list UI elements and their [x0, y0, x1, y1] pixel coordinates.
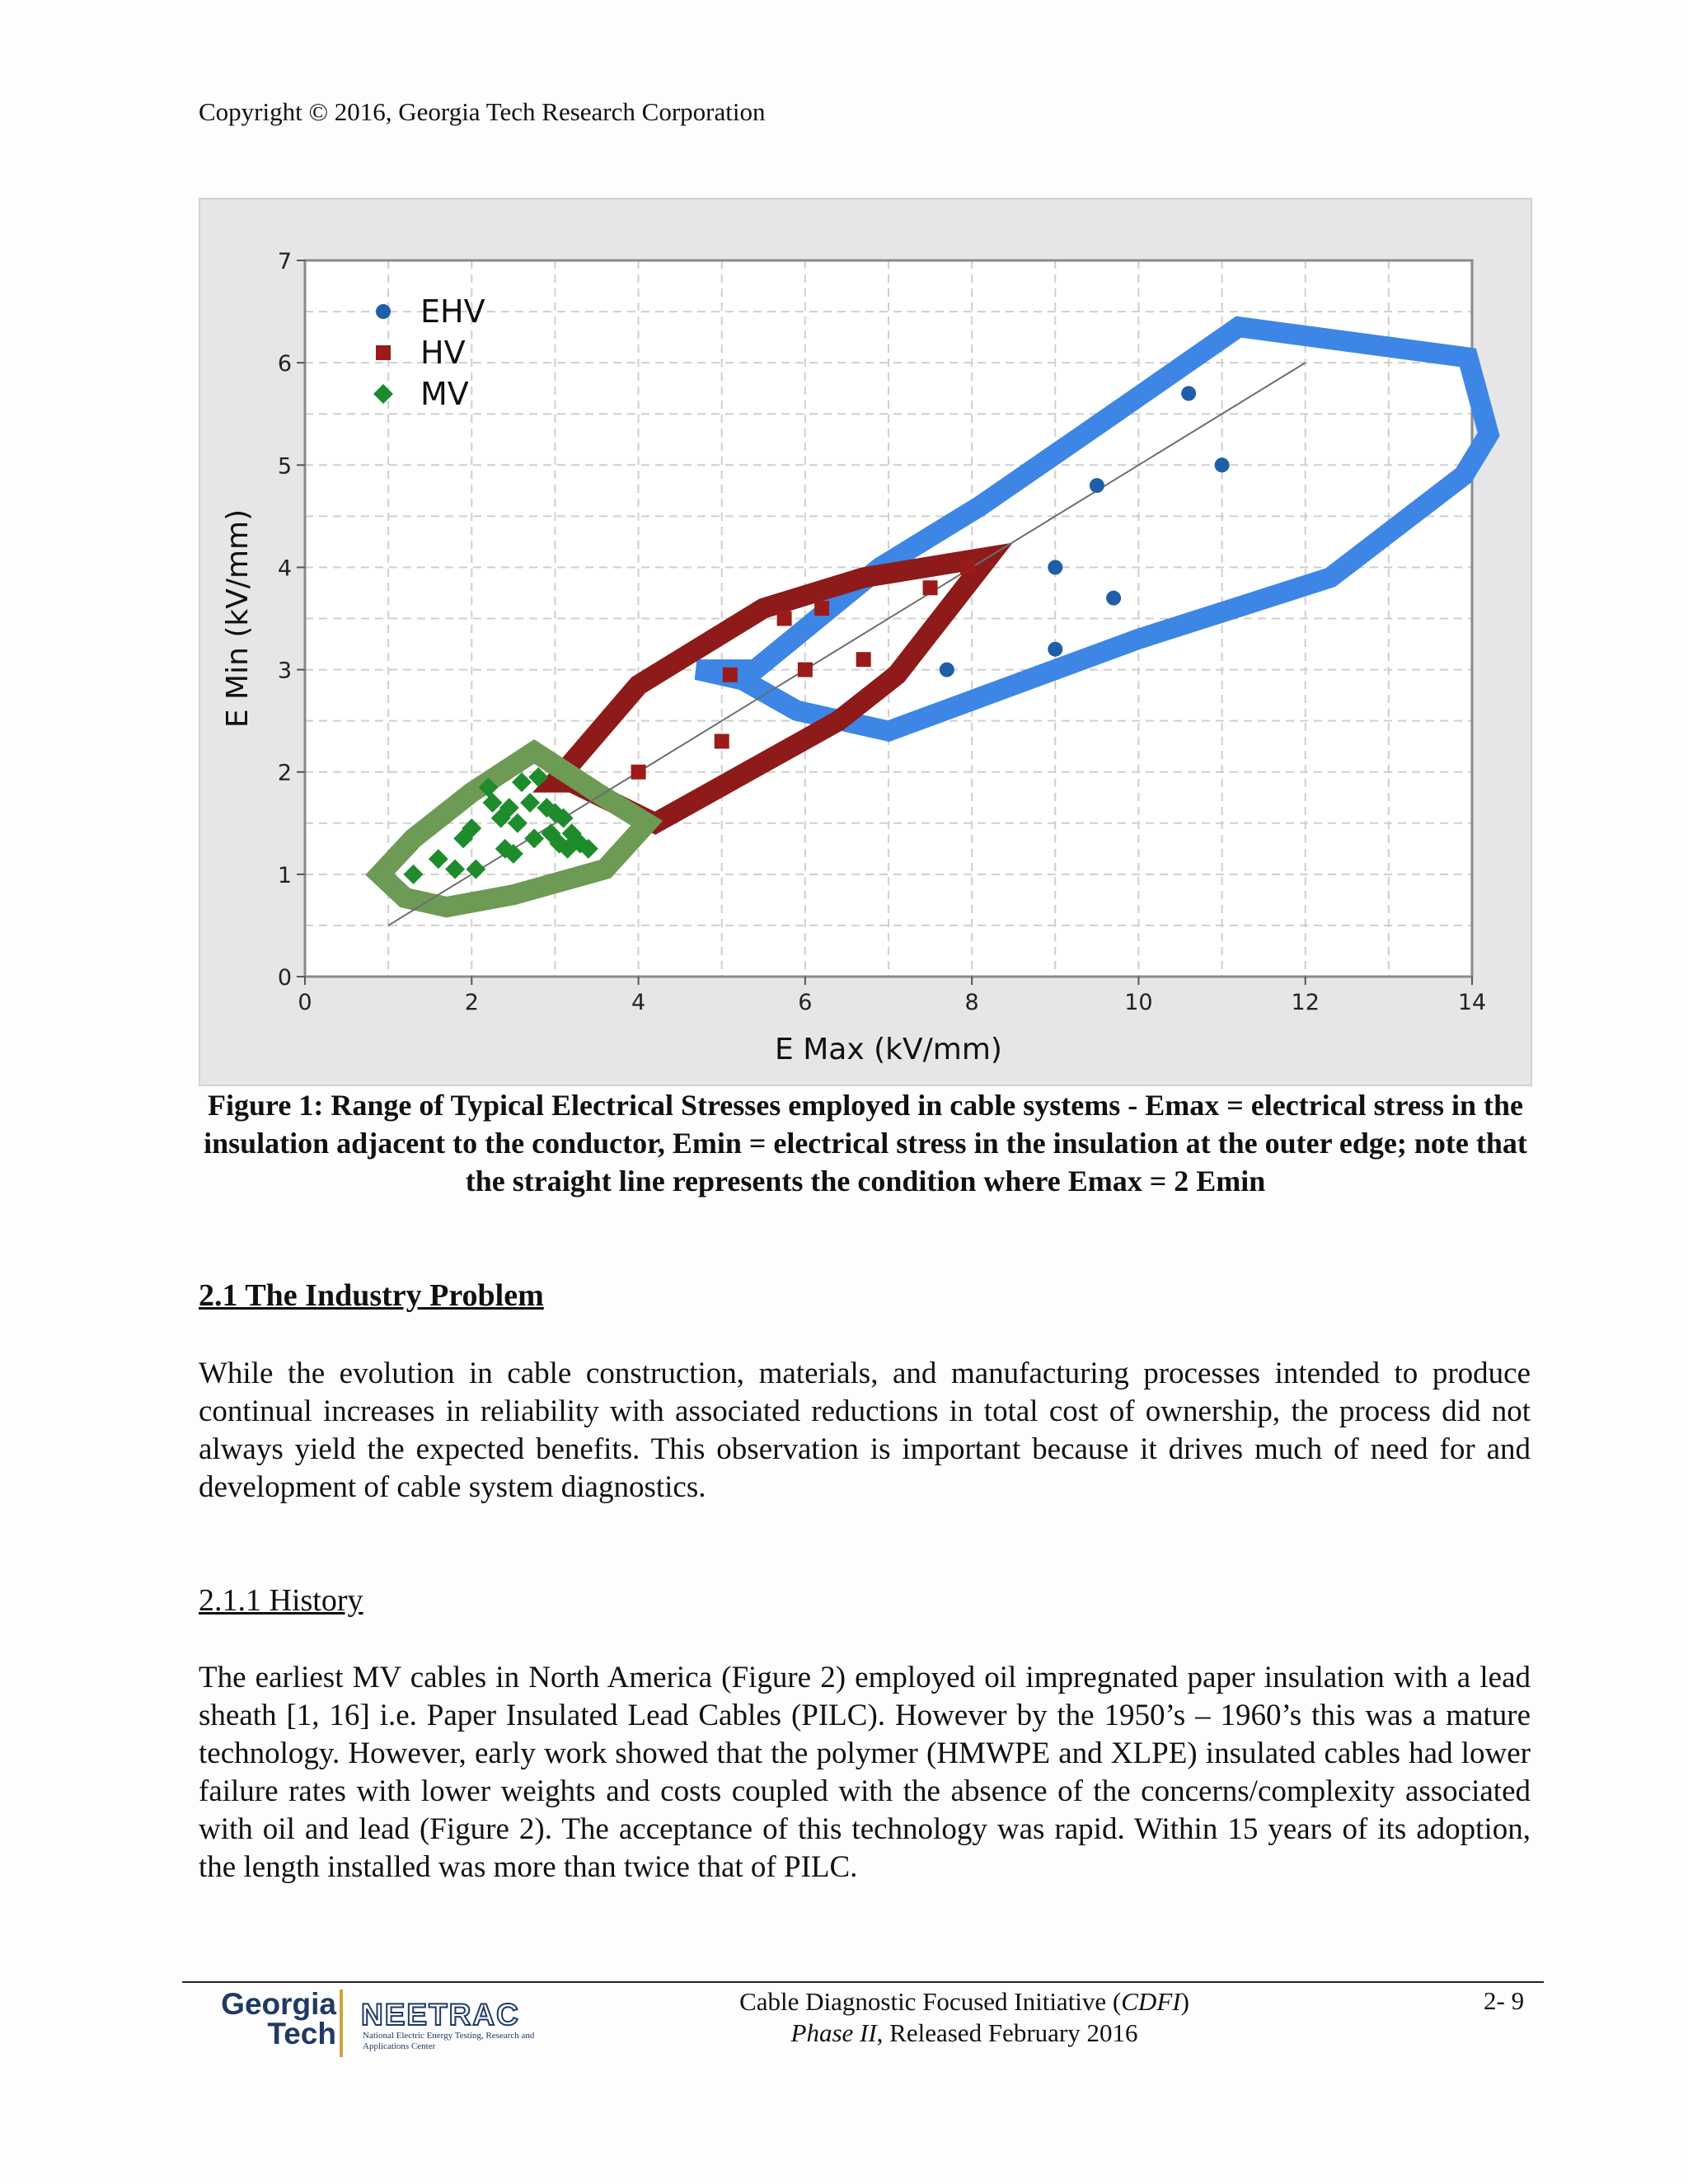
y-tick-label: 6 [277, 351, 292, 377]
page-number: 2- 9 [1484, 1986, 1525, 2015]
ehv-point [1048, 560, 1062, 574]
y-tick-label: 3 [277, 658, 292, 684]
logo-separator [340, 1990, 343, 2057]
paragraph-industry-problem: While the evolution in cable construction, materials, and manufacturing processes intended to produce continual increases in reliability with associated reductions in total cost of ownership, the process did not always yield the expected benefits. This observation is important because it drives much of need for and development of cable system diagnostics. [199, 1357, 1531, 1504]
ehv-point [1215, 457, 1230, 472]
x-tick-label: 10 [1124, 990, 1153, 1015]
footer-title [659, 1986, 1269, 2049]
x-tick-label: 2 [464, 990, 479, 1015]
x-tick-label: 12 [1291, 990, 1320, 1015]
hv-point [723, 668, 738, 682]
x-tick-label: 0 [298, 990, 312, 1015]
hv-point [923, 580, 938, 595]
y-tick-label: 1 [277, 862, 292, 888]
x-tick-label: 14 [1457, 990, 1487, 1015]
legend-marker-ehv [376, 304, 391, 319]
figure-caption: Figure 1: Range of Typical Electrical Stresses employed in cable systems - Emax = electrical stress in the insulation adjacent to the conductor, Emin = electrical stress in the insulation at the outer edge; note that the straight line represents the condition where Emax = 2 Emin [204, 1089, 1527, 1197]
hv-point [856, 652, 871, 667]
footer-divider [182, 1981, 1544, 1983]
subsection-heading: 2.1.1 History [199, 1583, 363, 1618]
x-tick-label: 6 [798, 990, 813, 1015]
y-tick-label: 0 [277, 965, 292, 991]
ehv-point [1181, 386, 1196, 401]
ehv-point [940, 663, 954, 677]
hv-point [715, 733, 729, 748]
hv-point [798, 663, 813, 677]
legend-label-hv: HV [420, 335, 466, 371]
neetrac-logo: NEETRAC [361, 1998, 520, 2032]
hv-point [814, 601, 829, 616]
ehv-point [1106, 591, 1121, 606]
legend-marker-hv [376, 345, 391, 360]
x-tick-label: 8 [964, 990, 979, 1015]
x-axis-label: E Max (kV/mm) [775, 1033, 1002, 1066]
legend-label-ehv: EHV [420, 293, 485, 330]
legend-label-mv: MV [420, 376, 469, 412]
logo-tech-text: Tech [267, 2017, 336, 2050]
y-axis-label: E Min (kV/mm) [221, 509, 255, 729]
paragraph-history: The earliest MV cables in North America (Figure 2) employed oil impregnated paper insulation with a lead sheath [1, 16] i.e. Paper Insulated Lead Cables (PILC). However by the 1950’s – 1960’s this was a mature technology. However, early work showed that the polymer (HMWPE and XLPE) insulated cables had lower failure rates with lower weights and costs coupled with the absence of the concerns/complexity associated with oil and lead (Figure 2). The acceptance of this technology was rapid. Within 15 years of its adoption, the length installed was more than twice that of PILC. [199, 1661, 1531, 1884]
footer-line-2: Phase II, Released February 2016 [790, 2018, 1138, 2047]
y-tick-label: 4 [277, 555, 292, 582]
footer-line-1: Cable Diagnostic Focused Initiative (CDFI) [739, 1987, 1189, 2016]
figure-1-chart [199, 198, 1532, 1086]
hv-point [631, 765, 646, 780]
x-tick-label: 4 [631, 990, 646, 1015]
section-heading: 2.1 The Industry Problem [199, 1278, 544, 1313]
ehv-point [1090, 478, 1104, 493]
ehv-point [1048, 642, 1062, 657]
hv-point [777, 612, 792, 626]
logo-georgia-text: Georgia [221, 1987, 336, 2021]
scatter-chart [200, 199, 1534, 1088]
y-tick-label: 2 [277, 760, 292, 786]
y-tick-label: 7 [277, 249, 292, 274]
georgia-tech-logo [196, 1987, 336, 2050]
hv-point [960, 560, 975, 574]
y-tick-label: 5 [277, 453, 292, 480]
neetrac-logo-subtitle: National Electric Energy Testing, Research and Applications Center [363, 2031, 535, 2051]
copyright-notice: Copyright © 2016, Georgia Tech Research Corporation [199, 97, 766, 126]
